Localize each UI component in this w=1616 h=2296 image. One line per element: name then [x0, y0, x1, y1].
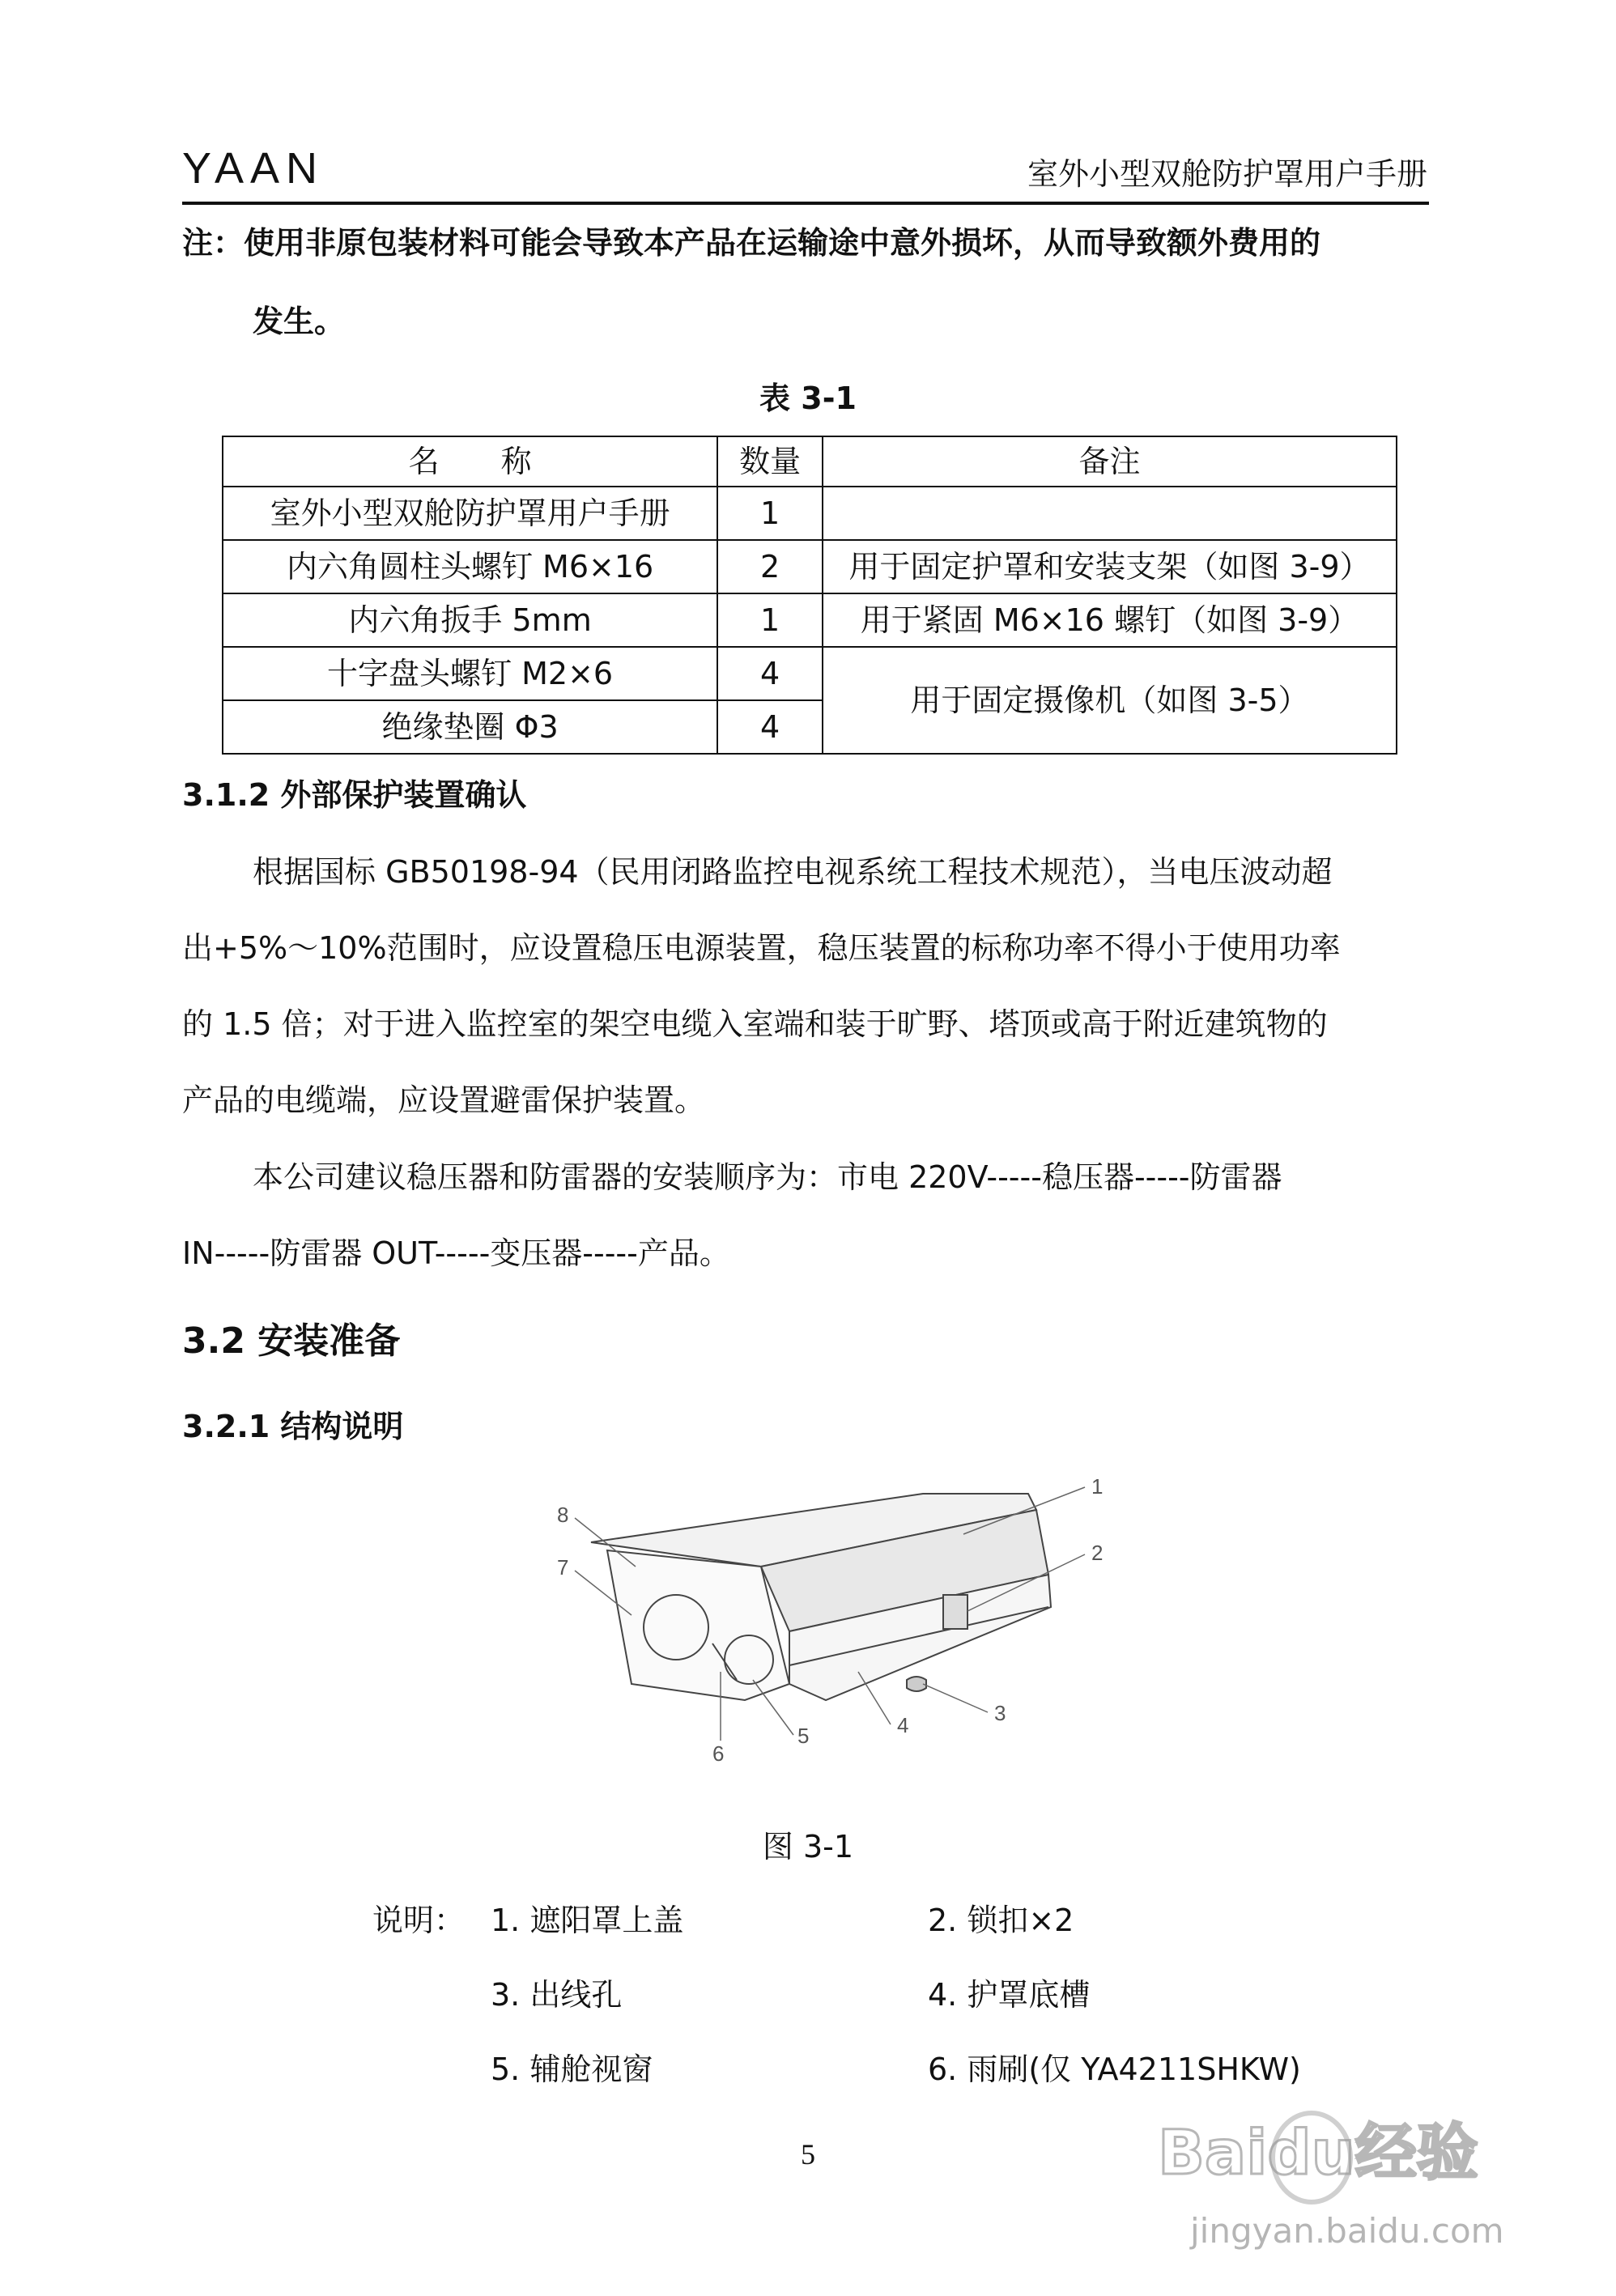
- row-name: 内六角圆柱头螺钉 M6×16: [223, 540, 717, 593]
- leader-line: [923, 1684, 988, 1712]
- legend-item: 1. 遮阳罩上盖: [491, 1903, 684, 1938]
- legend-item: 2. 锁扣×2: [928, 1903, 1074, 1938]
- row-remark: 用于固定护罩和安装支架（如图 3-9）: [823, 540, 1397, 593]
- front-plate: [607, 1550, 789, 1700]
- row-qty: 1: [717, 487, 823, 540]
- row-name: 内六角扳手 5mm: [223, 593, 717, 647]
- brand-logo: YAAN: [182, 144, 325, 193]
- table-caption: 表 3-1: [759, 381, 857, 416]
- table-row: [223, 540, 1397, 593]
- row-qty: 1: [717, 593, 823, 647]
- note-line-1: 注：使用非原包装材料可能会导致本产品在运输途中意外损坏，从而导致额外费用的: [182, 225, 1321, 261]
- latch: [943, 1595, 967, 1629]
- table-row: [223, 593, 1397, 647]
- legend-item: 3. 出线孔: [491, 1977, 623, 2013]
- watermark: [1142, 2081, 1530, 2275]
- row-remark: 用于固定摄像机（如图 3-5）: [823, 647, 1397, 754]
- page-number: 5: [801, 2138, 815, 2171]
- row-qty: 4: [717, 700, 823, 754]
- paragraph-line: 本公司建议稳压器和防雷器的安装顺序为：市电 220V-----稳压器-----防雷器: [253, 1159, 1282, 1195]
- legend-item: 5. 辅舱视窗: [491, 2052, 653, 2087]
- legend-label: 说明：: [372, 1903, 466, 1938]
- callout-4: 4: [897, 1713, 909, 1737]
- section-heading-3-2: 3.2 安装准备: [182, 1320, 401, 1362]
- header-qty: 数量: [717, 436, 823, 487]
- row-qty: 4: [717, 647, 823, 700]
- paragraph-line: 的 1.5 倍；对于进入监控室的架空电缆入室端和装于旷野、塔顶或高于附近建筑物的: [182, 1006, 1328, 1042]
- row-name: 十字盘头螺钉 M2×6: [223, 647, 717, 700]
- housing-diagram: [470, 1478, 1150, 1777]
- header-remark: 备注: [823, 436, 1397, 487]
- legend-item: 4. 护罩底槽: [928, 1977, 1091, 2013]
- section-heading-3-2-1: 3.2.1 结构说明: [182, 1409, 404, 1444]
- callout-1: 1: [1091, 1478, 1104, 1499]
- paragraph-line: 产品的电缆端，应设置避雷保护装置。: [182, 1082, 706, 1118]
- row-qty: 2: [717, 540, 823, 593]
- legend-item: 6. 雨刷(仅 YA4211SHKW): [928, 2052, 1301, 2087]
- callout-5: 5: [797, 1724, 810, 1748]
- figure-caption: 图 3-1: [762, 1829, 854, 1864]
- header-name: 名 称: [223, 436, 717, 487]
- row-remark: 用于紧固 M6×16 螺钉（如图 3-9）: [823, 593, 1397, 647]
- table-header-row: [223, 436, 1397, 487]
- header-divider: [182, 202, 1429, 205]
- paragraph-line: IN-----防雷器 OUT-----变压器-----产品。: [182, 1235, 730, 1271]
- row-name: 绝缘垫圈 Φ3: [223, 700, 717, 754]
- document-title: 室外小型双舱防护罩用户手册: [1027, 156, 1427, 192]
- paragraph-line: 出+5%～10%范围时，应设置稳压电源装置，稳压装置的标称功率不得小于使用功率: [182, 930, 1341, 966]
- table-row: [223, 647, 1397, 700]
- callout-3: 3: [994, 1701, 1006, 1725]
- packing-list-table: [222, 436, 1397, 755]
- callout-8: 8: [557, 1503, 569, 1527]
- callout-6: 6: [712, 1741, 725, 1766]
- section-heading-3-1-2: 3.1.2 外部保护装置确认: [182, 777, 527, 813]
- note-line-2: 发生。: [253, 304, 346, 339]
- paragraph-line: 根据国标 GB50198-94（民用闭路监控电视系统工程技术规范），当电压波动超: [253, 854, 1333, 890]
- watermark-url: jingyan.baidu.com: [1190, 2211, 1504, 2251]
- watermark-brand: Baidu经验: [1158, 2116, 1478, 2188]
- callout-2: 2: [1091, 1541, 1104, 1565]
- callout-7: 7: [557, 1555, 569, 1580]
- row-remark: [823, 487, 1397, 540]
- table-row: [223, 487, 1397, 540]
- row-name: 室外小型双舱防护罩用户手册: [223, 487, 717, 540]
